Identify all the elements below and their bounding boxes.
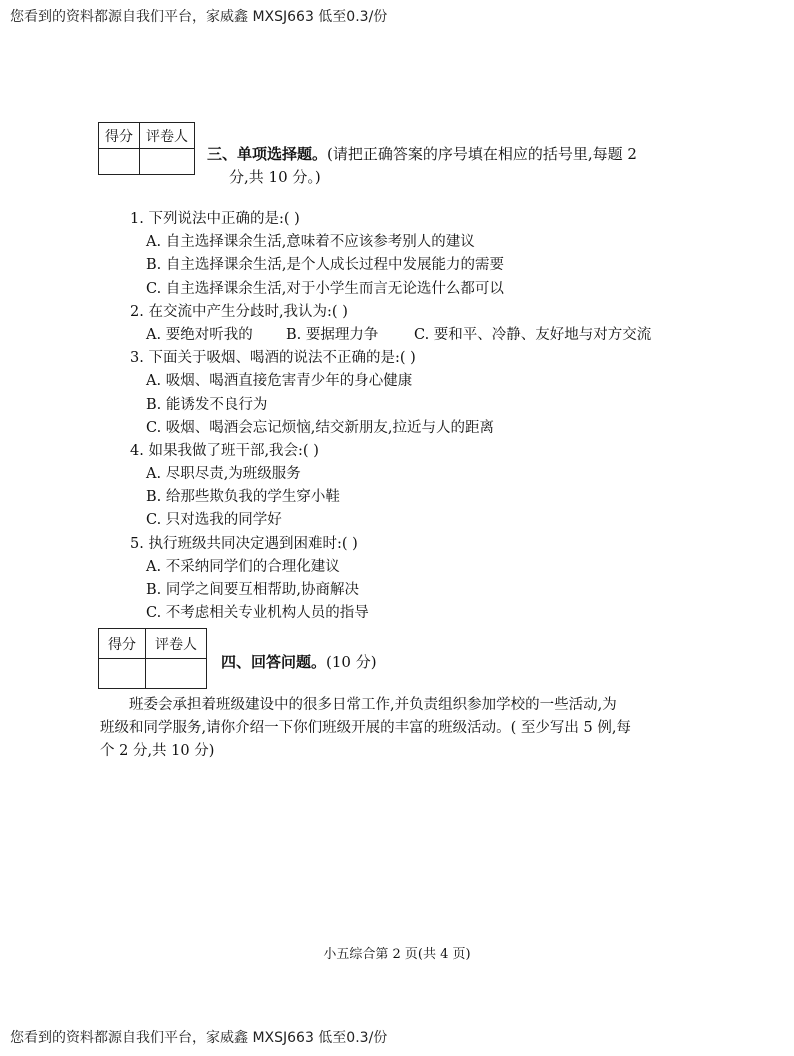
option-a: A. 要绝对听我的 <box>146 326 253 343</box>
answer-prompt <box>100 694 680 763</box>
grader-header: 评卷人 <box>146 629 207 659</box>
score-table-section3 <box>98 122 195 175</box>
option-c: C. 要和平、冷静、友好地与对方交流 <box>414 326 652 343</box>
prompt-line: 班委会承担着班级建设中的很多日常工作,并负责组织参加学校的一些活动,为 <box>129 697 617 713</box>
option-a: A. 吸烟、喝酒直接危害青少年的身心健康 <box>146 373 413 390</box>
section3-heading <box>207 142 637 166</box>
option-b: B. 要据理力争 <box>286 326 379 343</box>
section4-points: (10 分) <box>326 653 377 671</box>
score-cell[interactable] <box>99 149 140 175</box>
option-c: C. 吸烟、喝酒会忘记烦恼,结交新朋友,拉近与人的距离 <box>146 419 495 436</box>
question-list <box>130 208 651 625</box>
prompt-line: 个 2 分,共 10 分) <box>100 743 215 759</box>
grader-cell[interactable] <box>146 659 207 689</box>
section3-instruction: (请把正确答案的序号填在相应的括号里,每题 2 <box>327 145 637 163</box>
option-b: B. 自主选择课余生活,是个人成长过程中发展能力的需要 <box>146 257 504 274</box>
score-header: 得分 <box>99 123 140 149</box>
grader-cell[interactable] <box>140 149 195 175</box>
question-stem: 3. 下面关于吸烟、喝酒的说法不正确的是:( ) <box>130 350 416 367</box>
section4-heading <box>221 650 377 674</box>
section3-title: 三、单项选择题。 <box>207 145 328 163</box>
option-c: C. 不考虑相关专业机构人员的指导 <box>146 605 369 622</box>
option-b: B. 给那些欺负我的学生穿小鞋 <box>146 489 340 506</box>
watermark-banner-top: 您看到的资料都源自我们平台，家威鑫 MXSJ663 低至0.3/份 <box>10 9 388 25</box>
section4-title: 四、回答问题。 <box>221 653 327 671</box>
question-stem: 1. 下列说法中正确的是:( ) <box>130 211 300 227</box>
option-c: C. 只对选我的同学好 <box>146 512 282 529</box>
option-b: B. 同学之间要互相帮助,协商解决 <box>146 582 359 598</box>
option-a: A. 自主选择课余生活,意味着不应该参考别人的建议 <box>146 234 475 251</box>
question-stem: 2. 在交流中产生分歧时,我认为:( ) <box>130 303 348 320</box>
score-table-section4 <box>98 628 207 689</box>
section3-instruction-cont: 分,共 10 分。) <box>229 168 321 186</box>
watermark-banner-bottom: 您看到的资料都源自我们平台，家威鑫 MXSJ663 低至0.3/份 <box>10 1030 388 1046</box>
page-footer: 小五综合第 2 页(共 4 页) <box>323 947 471 962</box>
option-c: C. 自主选择课余生活,对于小学生而言无论选什么都可以 <box>146 280 504 297</box>
option-a: A. 不采纳同学们的合理化建议 <box>146 558 340 575</box>
option-a: A. 尽职尽责,为班级服务 <box>146 466 301 483</box>
prompt-line: 班级和同学服务,请你介绍一下你们班级开展的丰富的班级活动。( 至少写出 5 例,每 <box>100 720 631 736</box>
grader-header: 评卷人 <box>140 123 195 149</box>
score-header: 得分 <box>99 629 146 659</box>
score-cell[interactable] <box>99 659 146 689</box>
question-stem: 4. 如果我做了班干部,我会:( ) <box>130 442 319 459</box>
question-stem: 5. 执行班级共同决定遇到困难时:( ) <box>130 535 358 552</box>
inline-options <box>130 324 651 347</box>
option-b: B. 能诱发不良行为 <box>146 396 268 413</box>
